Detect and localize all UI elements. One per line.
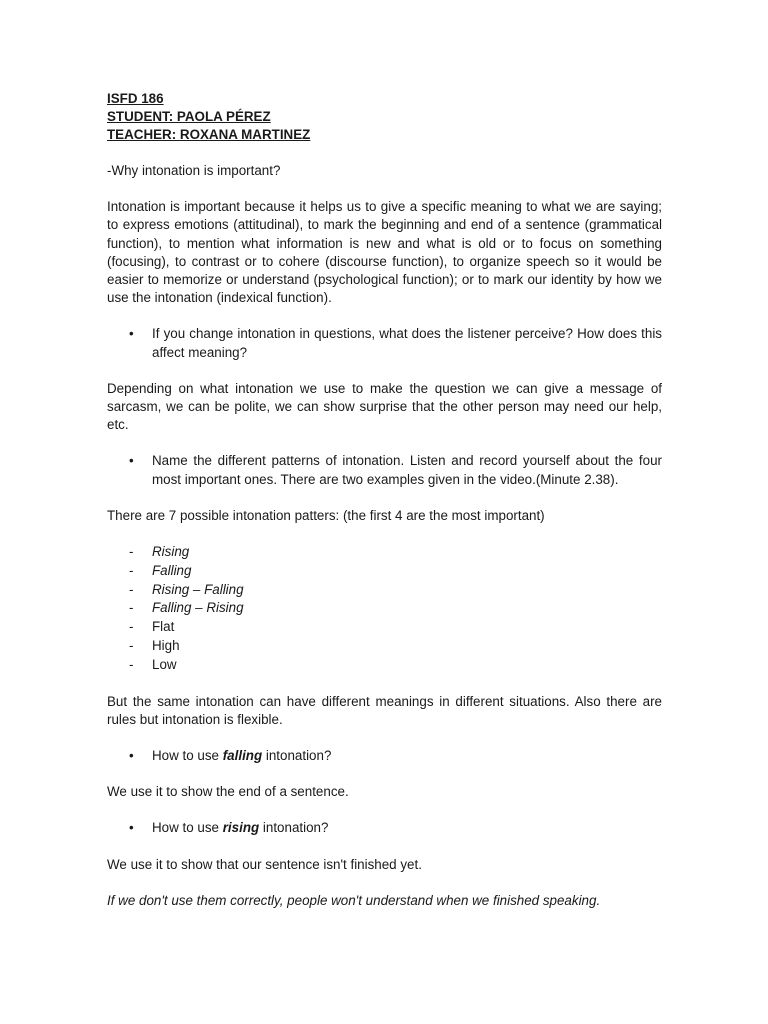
patterns-list	[107, 543, 662, 675]
closing-note: If we don't use them correctly, people won't understand when we finished speaking.	[107, 892, 601, 908]
bullet-icon: •	[129, 326, 134, 342]
intro-answer: Intonation is important because it helps us to give a specific meaning to what we are saying; to express emotions (attitudinal), to mark the beginning and end of a sentence (grammatical function), to mention what information is new and what is old or to focus on something (focusing), to contrast or to cohere (discourse function), to organize speech so it would be easier to memorize or understand (psychological function); or to mark our identity by how we use the intonation (indexical function).	[107, 199, 662, 306]
pattern-label: High	[152, 638, 180, 654]
list-item	[107, 562, 662, 581]
question-item-falling	[107, 747, 662, 765]
document-header	[107, 90, 662, 144]
list-item	[107, 543, 662, 562]
document-page	[107, 90, 662, 910]
question-prefix: How to use	[152, 748, 223, 764]
question-text	[152, 819, 662, 837]
dash-marker: -	[129, 638, 134, 654]
question-item-patterns	[107, 452, 662, 488]
dash-marker: -	[129, 562, 134, 578]
pattern-label: Rising	[152, 544, 190, 560]
patterns-intro: There are 7 possible intonation patters: (the first 4 are the most important)	[107, 507, 545, 523]
dash-marker: -	[129, 544, 134, 560]
question-suffix: intonation?	[259, 820, 329, 836]
pattern-label: Falling	[152, 562, 192, 578]
answer-listener: Depending on what intonation we use to make the question we can give a message of sarcasm, we can be polite, we can show surprise that the other person may need our help, etc.	[107, 380, 662, 433]
pattern-label: Rising – Falling	[152, 581, 244, 597]
answer-falling: We use it to show the end of a sentence.	[107, 784, 349, 800]
list-item	[107, 618, 662, 637]
question-item-listener	[107, 325, 662, 361]
list-item	[107, 581, 662, 600]
dash-marker: -	[129, 656, 134, 672]
dash-marker: -	[129, 600, 134, 616]
question-emphasis: falling	[222, 748, 263, 764]
pattern-label: Falling – Rising	[152, 600, 244, 616]
bullet-icon: •	[129, 820, 134, 836]
answer-rising: We use it to show that our sentence isn't finished yet.	[107, 856, 422, 872]
question-text	[152, 747, 662, 765]
patterns-note: But the same intonation can have different meanings in different situations. Also there are rules but intonation is flexible.	[107, 693, 662, 727]
bullet-icon: •	[129, 453, 134, 469]
list-item	[107, 637, 662, 656]
question-prefix: How to use	[152, 820, 223, 836]
bullet-icon: •	[129, 748, 134, 764]
student-name: STUDENT: PAOLA PÉREZ	[107, 109, 271, 124]
course-code: ISFD 186	[107, 91, 164, 106]
dash-marker: -	[129, 581, 134, 597]
teacher-name: TEACHER: ROXANA MARTINEZ	[107, 127, 311, 142]
pattern-label: Low	[152, 656, 177, 672]
question-emphasis: rising	[222, 820, 260, 836]
question-item-rising	[107, 819, 662, 837]
question-text: Name the different patterns of intonation. Listen and record yourself about the four most important ones. There are two examples given in the video.(Minute 2.38).	[152, 453, 662, 487]
question-text: If you change intonation in questions, what does the listener perceive? How does this affect meaning?	[152, 326, 662, 360]
dash-marker: -	[129, 619, 134, 635]
pattern-label: Flat	[152, 619, 175, 635]
list-item	[107, 656, 662, 675]
question-suffix: intonation?	[262, 748, 332, 764]
list-item	[107, 599, 662, 618]
intro-question: -Why intonation is important?	[107, 163, 281, 178]
